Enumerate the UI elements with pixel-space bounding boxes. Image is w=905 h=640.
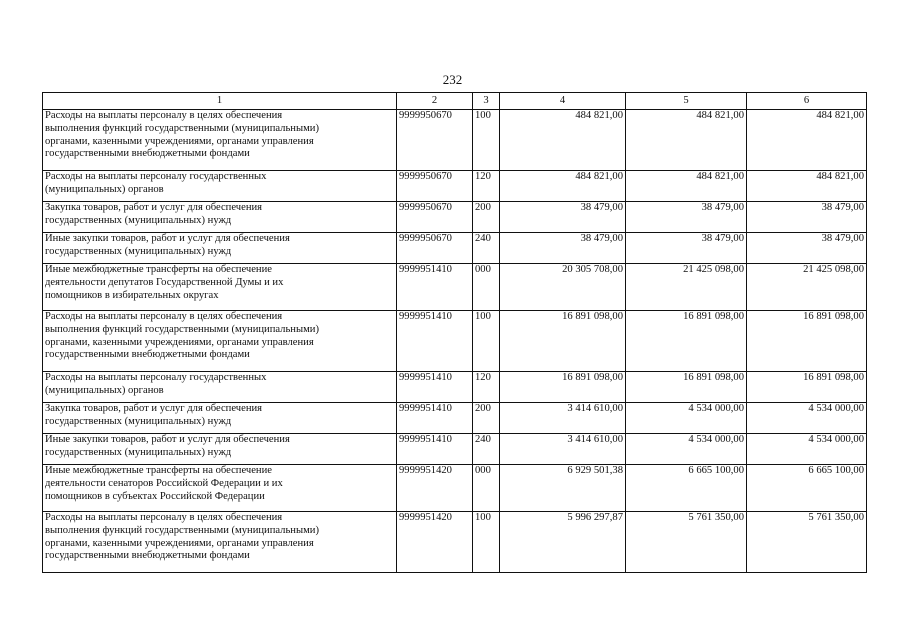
description-line: деятельности депутатов Государственной Думы и их [45, 276, 284, 288]
row-code: 9999950670 [397, 110, 473, 171]
row-value-5: 484 821,00 [626, 171, 747, 202]
column-header-6: 6 [747, 93, 867, 110]
row-value-4: 38 479,00 [500, 233, 626, 264]
description-line: Иные межбюджетные трансферты на обеспечение [45, 465, 272, 476]
description-line: государственными внебюджетными фондами [45, 349, 250, 361]
column-header-2: 2 [397, 93, 473, 110]
description-line: Иные межбюджетные трансферты на обеспечение [45, 264, 272, 275]
description-line: государственных (муниципальных) нужд [45, 245, 232, 257]
description-line: Иные закупки товаров, работ и услуг для обеспечения [45, 233, 290, 244]
row-type: 100 [473, 110, 500, 171]
table-row [43, 311, 867, 372]
table-row [43, 512, 867, 573]
table-row [43, 434, 867, 465]
row-value-4: 484 821,00 [500, 110, 626, 171]
row-description [43, 110, 397, 171]
row-value-4: 484 821,00 [500, 171, 626, 202]
row-value-6: 4 534 000,00 [747, 403, 867, 434]
row-type: 200 [473, 403, 500, 434]
description-line: государственными внебюджетными фондами [45, 550, 250, 562]
row-value-4: 3 414 610,00 [500, 403, 626, 434]
row-code: 9999951410 [397, 403, 473, 434]
row-code: 9999951410 [397, 264, 473, 311]
description-line: органами, казенными учреждениями, органами управления [45, 336, 314, 348]
row-value-5: 484 821,00 [626, 110, 747, 171]
row-description [43, 434, 397, 465]
row-value-6: 4 534 000,00 [747, 434, 867, 465]
table-header-row [43, 93, 867, 110]
row-value-5: 38 479,00 [626, 233, 747, 264]
table-row [43, 110, 867, 171]
row-value-6: 484 821,00 [747, 110, 867, 171]
description-line: Расходы на выплаты персоналу государственных [45, 171, 267, 182]
row-value-6: 5 761 350,00 [747, 512, 867, 573]
row-value-4: 16 891 098,00 [500, 372, 626, 403]
row-value-5: 6 665 100,00 [626, 465, 747, 512]
row-value-6: 38 479,00 [747, 233, 867, 264]
row-value-5: 4 534 000,00 [626, 403, 747, 434]
table-row [43, 171, 867, 202]
description-line: выполнения функций государственными (муниципальными) [45, 122, 319, 134]
row-description [43, 512, 397, 573]
row-type: 240 [473, 233, 500, 264]
budget-table [42, 92, 867, 573]
row-value-4: 5 996 297,87 [500, 512, 626, 573]
description-line: выполнения функций государственными (муниципальными) [45, 323, 319, 335]
description-line: органами, казенными учреждениями, органами управления [45, 135, 314, 147]
table-row [43, 233, 867, 264]
description-line: Закупка товаров, работ и услуг для обеспечения [45, 403, 263, 414]
table-row [43, 372, 867, 403]
row-description [43, 171, 397, 202]
row-value-4: 6 929 501,38 [500, 465, 626, 512]
row-code: 9999950670 [397, 202, 473, 233]
row-type: 000 [473, 465, 500, 512]
table-row [43, 465, 867, 512]
row-value-5: 5 761 350,00 [626, 512, 747, 573]
row-value-4: 3 414 610,00 [500, 434, 626, 465]
row-value-4: 20 305 708,00 [500, 264, 626, 311]
page-number: 232 [442, 72, 463, 87]
description-line: Расходы на выплаты персоналу государственных [45, 372, 267, 383]
row-description [43, 202, 397, 233]
row-value-4: 16 891 098,00 [500, 311, 626, 372]
column-header-5: 5 [626, 93, 747, 110]
row-value-6: 484 821,00 [747, 171, 867, 202]
row-value-6: 21 425 098,00 [747, 264, 867, 311]
row-value-6: 16 891 098,00 [747, 311, 867, 372]
description-line: Закупка товаров, работ и услуг для обеспечения [45, 202, 263, 213]
description-line: государственных (муниципальных) нужд [45, 415, 232, 427]
row-description [43, 264, 397, 311]
column-header-3: 3 [473, 93, 500, 110]
row-type: 240 [473, 434, 500, 465]
row-description [43, 372, 397, 403]
description-line: помощников в избирательных округах [45, 289, 219, 301]
row-value-6: 6 665 100,00 [747, 465, 867, 512]
description-line: (муниципальных) органов [45, 183, 164, 195]
row-code: 9999951410 [397, 434, 473, 465]
row-code: 9999950670 [397, 171, 473, 202]
row-type: 100 [473, 311, 500, 372]
description-line: (муниципальных) органов [45, 384, 164, 396]
row-description [43, 233, 397, 264]
description-line: органами, казенными учреждениями, органами управления [45, 537, 314, 549]
column-header-1: 1 [43, 93, 397, 110]
description-line: государственных (муниципальных) нужд [45, 446, 232, 458]
row-description [43, 465, 397, 512]
row-value-5: 38 479,00 [626, 202, 747, 233]
description-line: Расходы на выплаты персоналу в целях обеспечения [45, 512, 283, 523]
row-code: 9999951420 [397, 512, 473, 573]
row-type: 100 [473, 512, 500, 573]
row-type: 120 [473, 372, 500, 403]
row-type: 200 [473, 202, 500, 233]
row-code: 9999951420 [397, 465, 473, 512]
row-description [43, 403, 397, 434]
table-row [43, 202, 867, 233]
row-type: 000 [473, 264, 500, 311]
row-value-5: 4 534 000,00 [626, 434, 747, 465]
column-header-4: 4 [500, 93, 626, 110]
description-line: государственными внебюджетными фондами [45, 148, 250, 160]
description-line: выполнения функций государственными (муниципальными) [45, 524, 319, 536]
row-value-6: 16 891 098,00 [747, 372, 867, 403]
table-row [43, 264, 867, 311]
row-code: 9999951410 [397, 311, 473, 372]
description-line: Расходы на выплаты персоналу в целях обеспечения [45, 311, 283, 322]
table-row [43, 403, 867, 434]
row-description [43, 311, 397, 372]
row-value-5: 16 891 098,00 [626, 311, 747, 372]
row-code: 9999950670 [397, 233, 473, 264]
description-line: Иные закупки товаров, работ и услуг для обеспечения [45, 434, 290, 445]
description-line: деятельности сенаторов Российской Федерации и их [45, 477, 283, 489]
row-type: 120 [473, 171, 500, 202]
row-value-6: 38 479,00 [747, 202, 867, 233]
description-line: помощников в субъектах Российской Федерации [45, 490, 265, 502]
row-code: 9999951410 [397, 372, 473, 403]
row-value-4: 38 479,00 [500, 202, 626, 233]
row-value-5: 16 891 098,00 [626, 372, 747, 403]
description-line: Расходы на выплаты персоналу в целях обеспечения [45, 110, 283, 121]
row-value-5: 21 425 098,00 [626, 264, 747, 311]
description-line: государственных (муниципальных) нужд [45, 214, 232, 226]
